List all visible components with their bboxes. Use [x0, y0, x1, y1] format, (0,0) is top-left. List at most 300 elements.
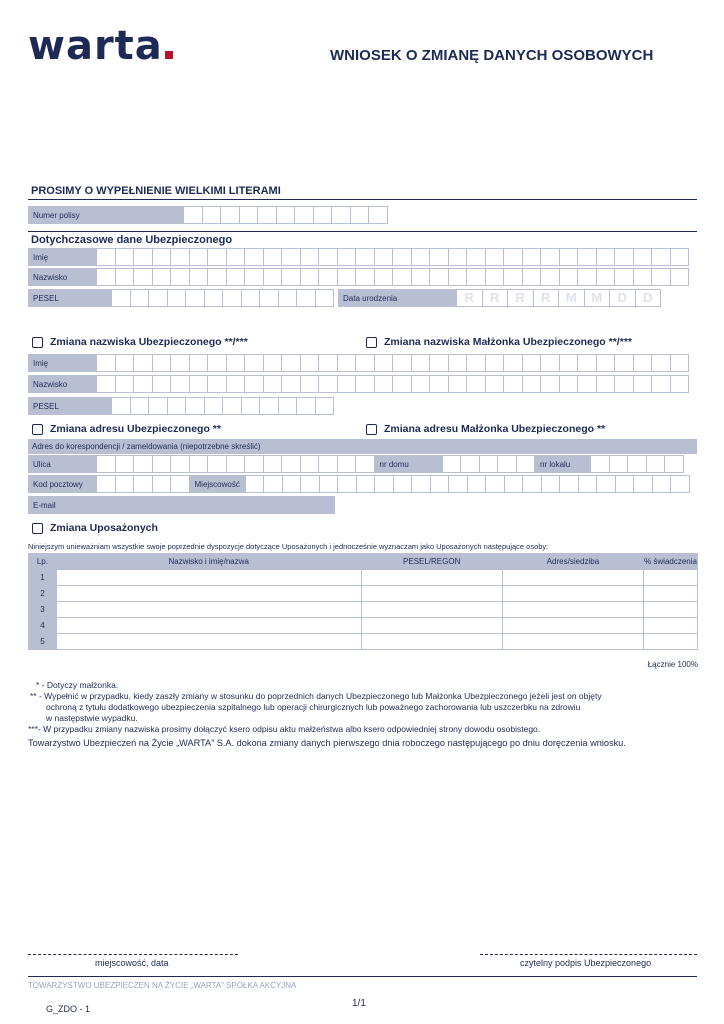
- char-cell[interactable]: [448, 355, 467, 371]
- policy-number-input[interactable]: [183, 206, 388, 224]
- table-row[interactable]: 2: [29, 586, 698, 602]
- char-cell[interactable]: [207, 249, 226, 265]
- char-cell[interactable]: [522, 355, 541, 371]
- char-cell[interactable]: [276, 207, 295, 223]
- char-cell[interactable]: [133, 376, 152, 392]
- char-cell[interactable]: [392, 249, 411, 265]
- char-cell[interactable]: [374, 355, 393, 371]
- new-pesel-row: [28, 397, 334, 415]
- char-cell[interactable]: [204, 290, 223, 306]
- char-cell[interactable]: [522, 249, 541, 265]
- option-beneficiaries[interactable]: Zmiana Uposażonych: [32, 522, 158, 534]
- char-cell[interactable]: [467, 476, 486, 492]
- new-pesel-input[interactable]: [111, 397, 334, 415]
- char-cell[interactable]: [633, 476, 652, 492]
- date-cell[interactable]: R: [533, 290, 559, 306]
- char-cell[interactable]: [133, 249, 152, 265]
- char-cell[interactable]: [152, 456, 171, 472]
- current-data-heading: Dotychczasowe dane Ubezpieczonego: [31, 234, 233, 246]
- char-cell[interactable]: [185, 398, 204, 414]
- char-cell[interactable]: [263, 456, 282, 472]
- char-cell[interactable]: [170, 476, 189, 492]
- flat-number-input[interactable]: [590, 455, 684, 473]
- char-cell[interactable]: [111, 398, 130, 414]
- char-cell[interactable]: [411, 249, 430, 265]
- char-cell[interactable]: [189, 376, 208, 392]
- char-cell[interactable]: [429, 376, 448, 392]
- char-cell[interactable]: [633, 355, 652, 371]
- col-address: Adres/siedziba: [502, 554, 643, 570]
- logo-dot-icon: [165, 51, 173, 59]
- char-cell[interactable]: [541, 476, 560, 492]
- col-name: Nazwisko i imię/nazwa: [56, 554, 361, 570]
- char-cell[interactable]: [448, 269, 467, 285]
- char-cell[interactable]: [300, 355, 319, 371]
- char-cell[interactable]: [170, 249, 189, 265]
- birth-date-label: Data urodzenia: [338, 289, 456, 307]
- char-cell[interactable]: [96, 249, 115, 265]
- char-cell[interactable]: [374, 269, 393, 285]
- char-cell[interactable]: [448, 249, 467, 265]
- char-cell[interactable]: [189, 456, 208, 472]
- char-cell[interactable]: [578, 476, 597, 492]
- char-cell[interactable]: [577, 376, 596, 392]
- street-label: Ulica: [28, 455, 96, 473]
- char-cell[interactable]: [503, 355, 522, 371]
- char-cell[interactable]: [115, 269, 134, 285]
- char-cell[interactable]: [96, 376, 115, 392]
- postal-row: [28, 475, 690, 493]
- char-cell[interactable]: [207, 355, 226, 371]
- char-cell[interactable]: [244, 269, 263, 285]
- birth-date-input[interactable]: [456, 289, 661, 307]
- new-first-name-row: [28, 354, 689, 372]
- char-cell[interactable]: [374, 476, 393, 492]
- char-cell[interactable]: [263, 376, 282, 392]
- char-cell[interactable]: [614, 269, 633, 285]
- date-cell[interactable]: R: [482, 290, 508, 306]
- char-cell[interactable]: [485, 249, 504, 265]
- char-cell[interactable]: [466, 376, 485, 392]
- date-cell[interactable]: R: [456, 290, 482, 306]
- char-cell[interactable]: [670, 269, 689, 285]
- char-cell[interactable]: [337, 476, 356, 492]
- pesel-label: PESEL: [28, 397, 111, 415]
- char-cell[interactable]: [220, 207, 239, 223]
- char-cell[interactable]: [633, 376, 652, 392]
- last-name-label: Nazwisko: [28, 375, 96, 393]
- char-cell[interactable]: [315, 290, 334, 306]
- char-cell[interactable]: [185, 290, 204, 306]
- checkbox-icon[interactable]: [32, 424, 43, 435]
- char-cell[interactable]: [651, 355, 670, 371]
- char-cell[interactable]: [559, 355, 578, 371]
- street-input[interactable]: [96, 455, 375, 473]
- char-cell[interactable]: [133, 456, 152, 472]
- char-cell[interactable]: [115, 456, 134, 472]
- char-cell[interactable]: [590, 456, 609, 472]
- char-cell[interactable]: [167, 290, 186, 306]
- char-cell[interactable]: [577, 249, 596, 265]
- char-cell[interactable]: [294, 207, 313, 223]
- postal-code-label: Kod pocztowy: [28, 475, 96, 493]
- char-cell[interactable]: [226, 249, 245, 265]
- checkbox-icon[interactable]: [366, 337, 377, 348]
- char-cell[interactable]: [577, 355, 596, 371]
- char-cell[interactable]: [596, 269, 615, 285]
- char-cell[interactable]: [652, 476, 671, 492]
- char-cell[interactable]: [393, 476, 412, 492]
- char-cell[interactable]: [466, 269, 485, 285]
- char-cell[interactable]: [651, 376, 670, 392]
- first-name-label: Imię: [28, 354, 96, 372]
- char-cell[interactable]: [670, 476, 689, 492]
- char-cell[interactable]: [263, 269, 282, 285]
- first-name-label: Imię: [28, 248, 96, 266]
- char-cell[interactable]: [281, 355, 300, 371]
- char-cell[interactable]: [319, 476, 338, 492]
- note-1: * - Dotyczy małżonka.: [36, 680, 119, 690]
- char-cell[interactable]: [331, 207, 350, 223]
- signature-line: [480, 954, 697, 955]
- page-number: 1/1: [352, 998, 366, 1009]
- table-row[interactable]: 4: [29, 618, 698, 634]
- char-cell[interactable]: [633, 249, 652, 265]
- char-cell[interactable]: [411, 376, 430, 392]
- char-cell[interactable]: [596, 249, 615, 265]
- char-cell[interactable]: [368, 207, 387, 223]
- char-cell[interactable]: [222, 290, 241, 306]
- first-name-input[interactable]: [96, 248, 689, 266]
- char-cell[interactable]: [167, 398, 186, 414]
- char-cell[interactable]: [189, 249, 208, 265]
- char-cell[interactable]: [522, 376, 541, 392]
- char-cell[interactable]: [651, 249, 670, 265]
- char-cell[interactable]: [183, 207, 202, 223]
- total-label: Łącznie 100%: [647, 660, 698, 669]
- postal-code-input[interactable]: [96, 475, 190, 493]
- new-first-name-input[interactable]: [96, 354, 689, 372]
- char-cell[interactable]: [226, 269, 245, 285]
- char-cell[interactable]: [355, 456, 374, 472]
- char-cell[interactable]: [300, 269, 319, 285]
- char-cell[interactable]: [111, 290, 130, 306]
- char-cell[interactable]: [355, 376, 374, 392]
- current-pesel-row: [28, 289, 661, 307]
- char-cell[interactable]: [670, 355, 689, 371]
- char-cell[interactable]: [318, 269, 337, 285]
- char-cell[interactable]: [411, 269, 430, 285]
- beneficiaries-table: [28, 553, 698, 650]
- street-row: [28, 455, 684, 473]
- checkbox-icon[interactable]: [366, 424, 377, 435]
- char-cell[interactable]: [633, 269, 652, 285]
- char-cell[interactable]: [318, 456, 337, 472]
- col-pesel: PESEL/REGON: [361, 554, 502, 570]
- char-cell[interactable]: [350, 207, 369, 223]
- char-cell[interactable]: [148, 290, 167, 306]
- char-cell[interactable]: [596, 376, 615, 392]
- char-cell[interactable]: [152, 355, 171, 371]
- char-cell[interactable]: [522, 476, 541, 492]
- char-cell[interactable]: [614, 355, 633, 371]
- char-cell[interactable]: [226, 376, 245, 392]
- char-cell[interactable]: [170, 376, 189, 392]
- char-cell[interactable]: [259, 290, 278, 306]
- option-name-insured[interactable]: Zmiana nazwiska Ubezpieczonego **/***: [32, 336, 248, 348]
- char-cell[interactable]: [540, 269, 559, 285]
- char-cell[interactable]: [651, 269, 670, 285]
- char-cell[interactable]: [170, 269, 189, 285]
- char-cell[interactable]: [485, 269, 504, 285]
- char-cell[interactable]: [189, 355, 208, 371]
- char-cell[interactable]: [133, 269, 152, 285]
- col-percent: % świadczenia: [644, 554, 698, 570]
- char-cell[interactable]: [133, 476, 152, 492]
- char-cell[interactable]: [152, 476, 171, 492]
- note-2: ** - Wypełnić w przypadku, kiedy zaszły zmiany w stosunku do poprzednich danych Ubezpieczonego lub Małżonka Ubezpieczonego jeżeli jest on objęty ochroną z tytułu dodatkowego ubezpieczenia szpitalnego lub operacji chirurgicznych lub poważnego zachorowania lub uszczerbku na zdrowiu w następstwie wypadku.: [30, 691, 602, 723]
- char-cell[interactable]: [356, 476, 375, 492]
- char-cell[interactable]: [259, 398, 278, 414]
- new-last-name-input[interactable]: [96, 375, 689, 393]
- char-cell[interactable]: [466, 249, 485, 265]
- policy-number-label: Numer polisy: [28, 206, 183, 224]
- char-cell[interactable]: [318, 355, 337, 371]
- char-cell[interactable]: [263, 476, 282, 492]
- char-cell[interactable]: [296, 398, 315, 414]
- char-cell[interactable]: [202, 207, 221, 223]
- char-cell[interactable]: [263, 355, 282, 371]
- checkbox-icon[interactable]: [32, 337, 43, 348]
- option-name-spouse[interactable]: Zmiana nazwiska Małżonka Ubezpieczonego **/***: [366, 336, 632, 348]
- char-cell[interactable]: [281, 249, 300, 265]
- char-cell[interactable]: [614, 249, 633, 265]
- table-row[interactable]: 3: [29, 602, 698, 618]
- date-cell[interactable]: M: [558, 290, 584, 306]
- char-cell[interactable]: [226, 355, 245, 371]
- char-cell[interactable]: [503, 269, 522, 285]
- char-cell[interactable]: [540, 376, 559, 392]
- char-cell[interactable]: [460, 456, 479, 472]
- char-cell[interactable]: [429, 249, 448, 265]
- char-cell[interactable]: [244, 249, 263, 265]
- char-cell[interactable]: [281, 456, 300, 472]
- char-cell[interactable]: [392, 269, 411, 285]
- char-cell[interactable]: [96, 355, 115, 371]
- char-cell[interactable]: [429, 269, 448, 285]
- char-cell[interactable]: [244, 376, 263, 392]
- char-cell[interactable]: [282, 476, 301, 492]
- char-cell[interactable]: [204, 398, 223, 414]
- char-cell[interactable]: [257, 207, 276, 223]
- char-cell[interactable]: [559, 269, 578, 285]
- char-cell[interactable]: [300, 376, 319, 392]
- char-cell[interactable]: [170, 355, 189, 371]
- warta-logo: warta: [28, 26, 173, 66]
- char-cell[interactable]: [96, 456, 115, 472]
- char-cell[interactable]: [466, 355, 485, 371]
- char-cell[interactable]: [614, 376, 633, 392]
- char-cell[interactable]: [115, 249, 134, 265]
- char-cell[interactable]: [429, 355, 448, 371]
- char-cell[interactable]: [96, 476, 115, 492]
- char-cell[interactable]: [646, 456, 665, 472]
- char-cell[interactable]: [355, 249, 374, 265]
- char-cell[interactable]: [244, 456, 263, 472]
- current-last-name-row: [28, 268, 689, 286]
- option-address-insured[interactable]: Zmiana adresu Ubezpieczonego **: [32, 423, 221, 435]
- char-cell[interactable]: [170, 456, 189, 472]
- char-cell[interactable]: [411, 476, 430, 492]
- char-cell[interactable]: [318, 376, 337, 392]
- char-cell[interactable]: [207, 456, 226, 472]
- option-address-spouse[interactable]: Zmiana adresu Małżonka Ubezpieczonego **: [366, 423, 605, 435]
- char-cell[interactable]: [278, 290, 297, 306]
- char-cell[interactable]: [670, 249, 689, 265]
- char-cell[interactable]: [485, 476, 504, 492]
- char-cell[interactable]: [479, 456, 498, 472]
- char-cell[interactable]: [207, 376, 226, 392]
- char-cell[interactable]: [485, 376, 504, 392]
- char-cell[interactable]: [152, 249, 171, 265]
- char-cell[interactable]: [522, 269, 541, 285]
- char-cell[interactable]: [241, 398, 260, 414]
- char-cell[interactable]: [448, 476, 467, 492]
- note-4: Towarzystwo Ubezpieczeń na Życie „WARTA” S.A. dokona zmiany danych pierwszego dnia roboczego następującego po dniu doręczenia wniosku.: [28, 738, 626, 748]
- current-first-name-row: [28, 248, 689, 266]
- char-cell[interactable]: [577, 269, 596, 285]
- char-cell[interactable]: [540, 249, 559, 265]
- char-cell[interactable]: [411, 355, 430, 371]
- char-cell[interactable]: [241, 290, 260, 306]
- char-cell[interactable]: [559, 249, 578, 265]
- char-cell[interactable]: [300, 249, 319, 265]
- house-number-input[interactable]: [442, 455, 536, 473]
- char-cell[interactable]: [504, 476, 523, 492]
- char-cell[interactable]: [392, 355, 411, 371]
- email-field[interactable]: E-mail: [28, 496, 335, 514]
- char-cell[interactable]: [337, 376, 356, 392]
- table-row[interactable]: 5: [29, 634, 698, 650]
- city-input[interactable]: [245, 475, 690, 493]
- char-cell[interactable]: [281, 269, 300, 285]
- char-cell[interactable]: [300, 456, 319, 472]
- char-cell[interactable]: [540, 355, 559, 371]
- char-cell[interactable]: [222, 398, 241, 414]
- char-cell[interactable]: [609, 456, 628, 472]
- char-cell[interactable]: [596, 355, 615, 371]
- char-cell[interactable]: [596, 476, 615, 492]
- address-header: Adres do korespondencji / zameldowania (niepotrzebne skreślić): [28, 439, 697, 454]
- char-cell[interactable]: [374, 376, 393, 392]
- char-cell[interactable]: [152, 269, 171, 285]
- char-cell[interactable]: [374, 249, 393, 265]
- date-cell[interactable]: D: [609, 290, 635, 306]
- char-cell[interactable]: [503, 249, 522, 265]
- pesel-input[interactable]: [111, 289, 334, 307]
- char-cell[interactable]: [226, 456, 245, 472]
- char-cell[interactable]: [337, 249, 356, 265]
- place-date-line: [28, 954, 238, 955]
- table-header-row: [29, 554, 698, 570]
- date-cell[interactable]: R: [507, 290, 533, 306]
- divider: [28, 199, 697, 200]
- checkbox-icon[interactable]: [32, 523, 43, 534]
- footer-divider: [28, 976, 697, 977]
- city-label: Miejscowość: [190, 475, 245, 493]
- char-cell[interactable]: [152, 376, 171, 392]
- char-cell[interactable]: [115, 355, 134, 371]
- char-cell[interactable]: [430, 476, 449, 492]
- char-cell[interactable]: [355, 355, 374, 371]
- char-cell[interactable]: [516, 456, 535, 472]
- signature-label: czytelny podpis Ubezpieczonego: [520, 958, 652, 968]
- char-cell[interactable]: [148, 398, 167, 414]
- flat-number-label: nr lokalu: [535, 455, 590, 473]
- col-lp: Lp.: [29, 554, 57, 570]
- char-cell[interactable]: [670, 376, 689, 392]
- char-cell[interactable]: [244, 355, 263, 371]
- char-cell[interactable]: [315, 398, 334, 414]
- char-cell[interactable]: [207, 269, 226, 285]
- char-cell[interactable]: [664, 456, 683, 472]
- char-cell[interactable]: [300, 476, 319, 492]
- char-cell[interactable]: [313, 207, 332, 223]
- beneficiary-statement: Niniejszym unieważniam wszystkie swoje poprzednie dyspozycje dotyczące Uposażonych i jednocześnie wyznaczam jako Uposażonych następujące osoby:: [28, 542, 549, 551]
- char-cell[interactable]: [239, 207, 258, 223]
- char-cell[interactable]: [133, 355, 152, 371]
- char-cell[interactable]: [115, 476, 134, 492]
- char-cell[interactable]: [130, 398, 149, 414]
- place-date-label: miejscowość, data: [95, 958, 169, 968]
- date-cell[interactable]: D: [635, 290, 661, 306]
- char-cell[interactable]: [442, 456, 461, 472]
- char-cell[interactable]: [497, 456, 516, 472]
- char-cell[interactable]: [627, 456, 646, 472]
- last-name-input[interactable]: [96, 268, 689, 286]
- policy-number-row: [28, 206, 388, 224]
- last-name-label: Nazwisko: [28, 268, 96, 286]
- char-cell[interactable]: [355, 269, 374, 285]
- char-cell[interactable]: [318, 249, 337, 265]
- char-cell[interactable]: [245, 476, 264, 492]
- char-cell[interactable]: [485, 355, 504, 371]
- char-cell[interactable]: [263, 249, 282, 265]
- date-cell[interactable]: M: [584, 290, 610, 306]
- char-cell[interactable]: [337, 456, 356, 472]
- char-cell[interactable]: [96, 269, 115, 285]
- house-number-label: nr domu: [375, 455, 442, 473]
- char-cell[interactable]: [503, 376, 522, 392]
- new-last-name-row: [28, 375, 689, 393]
- char-cell[interactable]: [130, 290, 149, 306]
- char-cell[interactable]: [115, 376, 134, 392]
- char-cell[interactable]: [559, 476, 578, 492]
- char-cell[interactable]: [278, 398, 297, 414]
- char-cell[interactable]: [337, 355, 356, 371]
- form-title: WNIOSEK O ZMIANĘ DANYCH OSOBOWYCH: [330, 47, 654, 64]
- char-cell[interactable]: [337, 269, 356, 285]
- char-cell[interactable]: [615, 476, 634, 492]
- table-row[interactable]: 1: [29, 570, 698, 586]
- char-cell[interactable]: [559, 376, 578, 392]
- char-cell[interactable]: [281, 376, 300, 392]
- char-cell[interactable]: [189, 269, 208, 285]
- instruction-heading: PROSIMY O WYPEŁNIENIE WIELKIMI LITERAMI: [31, 185, 281, 197]
- char-cell[interactable]: [296, 290, 315, 306]
- char-cell[interactable]: [448, 376, 467, 392]
- char-cell[interactable]: [392, 376, 411, 392]
